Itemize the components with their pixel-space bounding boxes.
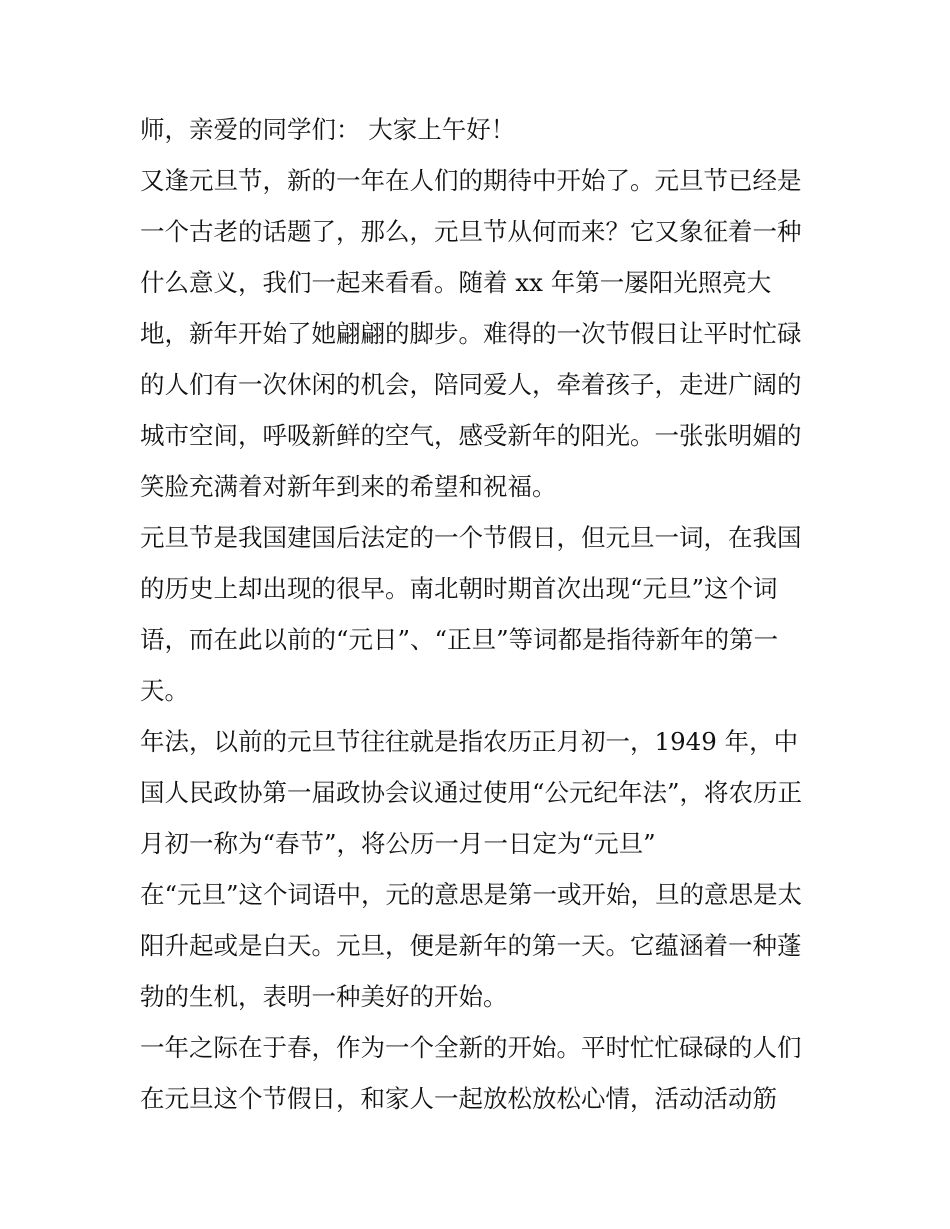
- text-line: 在“元旦”这个词语中，元的意思是第一或开始，旦的意思是太: [140, 880, 803, 909]
- text-line: 一个古老的话题了，那么，元旦节从何而来？它又象征着一种: [140, 217, 802, 246]
- text-line: 国人民政协第一届政协会议通过使用“公元纪年法”，将农历正: [140, 778, 803, 807]
- text-line: 的人们有一次休闲的机会，陪同爱人，牵着孩子，走进广阔的: [140, 370, 802, 399]
- text-line: 笑脸充满着对新年到来的希望和祝福。: [140, 472, 557, 501]
- text-line: 地，新年开始了她翩翩的脚步。难得的一次节假日让平时忙碌: [140, 319, 802, 348]
- text-line: 什么意义，我们一起来看看。随着 xx 年第一屡阳光照亮大: [140, 268, 772, 297]
- text-line: 又逢元旦节，新的一年在人们的期待中开始了。元旦节已经是: [140, 166, 802, 195]
- text-line: 在元旦这个节假日，和家人一起放松放松心情，活动活动筋: [140, 1084, 777, 1113]
- text-line: 阳升起或是白天。元旦，便是新年的第一天。它蕴涵着一种蓬: [140, 931, 802, 960]
- text-line: 年法，以前的元旦节往往就是指农历正月初一，1949 年，中: [140, 727, 799, 756]
- text-line: 月初一称为“春节”，将公历一月一日定为“元旦”: [140, 829, 656, 858]
- text-line: 天。: [140, 676, 189, 705]
- text-line: 勃的生机，表明一种美好的开始。: [140, 982, 508, 1011]
- text-line: 师，亲爱的同学们： 大家上午好！: [140, 115, 516, 144]
- document-body: [140, 104, 820, 1124]
- text-line: 城市空间，呼吸新鲜的空气，感受新年的阳光。一张张明媚的: [140, 421, 802, 450]
- text-line: 元旦节是我国建国后法定的一个节假日，但元旦一词，在我国: [140, 523, 802, 552]
- text-line: 语，而在此以前的“元日”、“正旦”等词都是指待新年的第一: [140, 625, 779, 654]
- text-line: 一年之际在于春，作为一个全新的开始。平时忙忙碌碌的人们: [140, 1033, 802, 1062]
- text-line: 的历史上却出现的很早。南北朝时期首次出现“元旦”这个词: [140, 574, 778, 603]
